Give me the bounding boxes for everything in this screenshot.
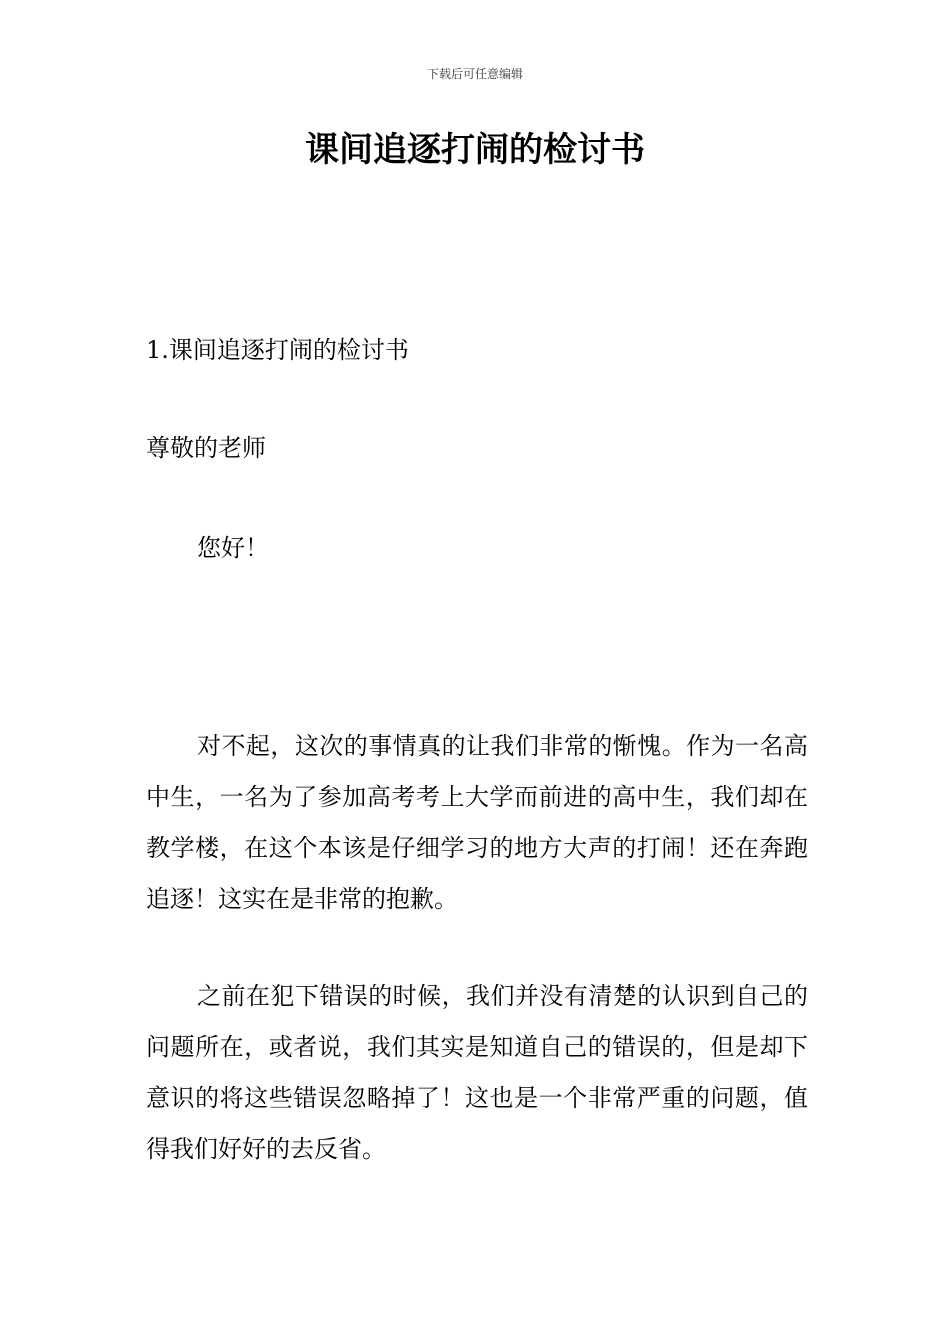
body-paragraph: 对不起，这次的事情真的让我们非常的惭愧。作为一名高中生，一名为了参加高考考上大学而前进的高中生，我们却在教学楼，在这个本该是仔细学习的地方大声的打闹！还在奔跑追逐！这实在是非常的抱歉。: [146, 732, 808, 913]
body-paragraph: 之前在犯下错误的时候，我们并没有清楚的认识到自己的问题所在，或者说，我们其实是知道自己的错误的，但是却下意识的将这些错误忽略掉了！这也是一个非常严重的问题，值得我们好好的去反省。: [146, 982, 808, 1163]
salutation: 尊敬的老师: [146, 434, 266, 462]
greeting: 您好！: [197, 534, 269, 562]
page-header-note: 下载后可任意编辑: [426, 67, 523, 81]
document-title: 课间追逐打闹的检讨书: [305, 130, 645, 170]
section-heading: 1.课间追逐打闹的检讨书: [146, 336, 409, 364]
